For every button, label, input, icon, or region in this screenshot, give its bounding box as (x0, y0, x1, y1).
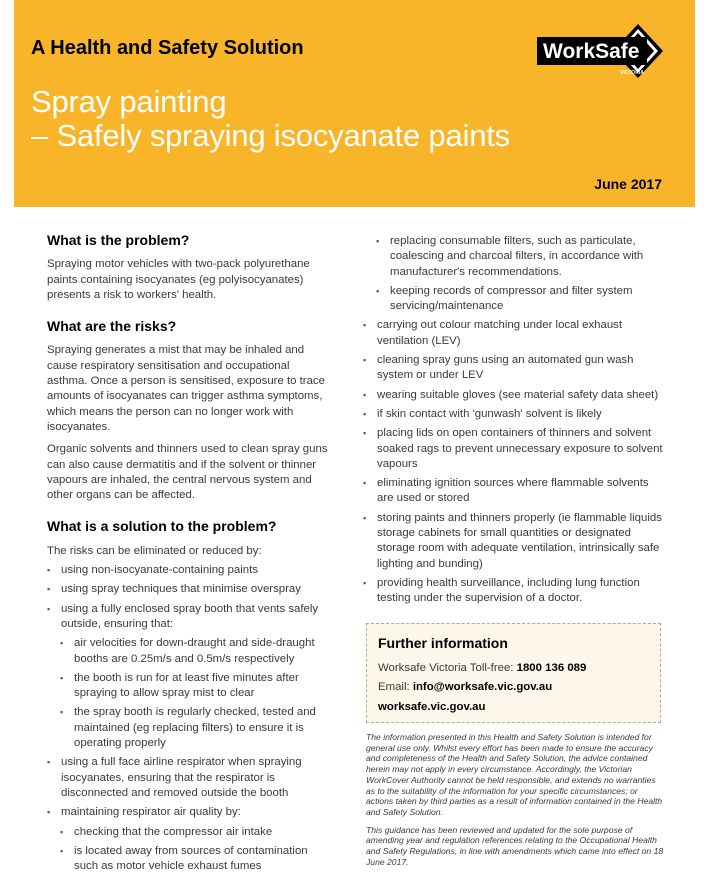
solution-list-left (47, 563, 332, 874)
disclaimer-paragraph-2: This guidance has been reviewed and updated for the sole purpose of amending year and regulation references relating to the Occupational Health and Safety Regulations, in line with amendments which came into effect on 18 June 2017. (366, 824, 664, 867)
left-item: ▪ maintaining respirator air quality by: (47, 805, 332, 820)
right-column (363, 234, 663, 611)
problem-heading: What is the problem? (47, 232, 190, 248)
problem-text: Spraying motor vehicles with two-pack polyurethane paints containing isocyanates (eg polyisocyanates) presents a risk to workers' health. (47, 258, 310, 301)
title-line-2: – Safely spraying isocyanate paints (31, 118, 510, 153)
solution-list-right (363, 234, 663, 607)
further-info-box (366, 623, 661, 723)
left-item: ▪ using a fully enclosed spray booth that vents safely outside, ensuring that: (47, 602, 332, 633)
right-item: ▪ cleaning spray guns using an automated gun wash system or under LEV (363, 353, 663, 384)
disclaimer (366, 732, 666, 874)
right-item: ▪ providing health surveillance, including lung function testing under the supervision of a doctor. (363, 576, 663, 607)
email-link[interactable]: info@worksafe.vic.gov.au (412, 681, 553, 693)
risks-paragraph-1: Spraying generates a mist that may be inhaled and cause respiratory sensitisation and occupational asthma. Once a person is sensitised, exposure to trace amounts of isocyanates can trigger asthma symptoms, which means the person can no longer work with isocyanates. (47, 344, 325, 433)
worksafe-logo (535, 22, 665, 80)
left-item: ▪ using spray techniques that minimise overspray (47, 582, 332, 597)
page-title (31, 85, 510, 153)
right-item: ▪ replacing consumable filters, such as particulate, coalescing and charcoal filters, in accordance with manufacturer's recommendations. (363, 234, 663, 280)
left-column (47, 233, 332, 878)
right-item: ▪ if skin contact with 'gunwash' solvent is likely (363, 407, 663, 422)
right-item: ▪ placing lids on open containers of thinners and solvent soaked rags to prevent unnecessary exposure to solvent vapours (363, 426, 663, 472)
website-row (378, 701, 485, 713)
phone-number[interactable]: 1800 136 089 (516, 662, 587, 674)
email-row (378, 681, 552, 693)
left-item: ▪ the spray booth is regularly checked, tested and maintained (eg replacing filters) to ensure it is operating properly (47, 705, 332, 751)
website-link[interactable]: worksafe.vic.gov.au (378, 701, 486, 713)
title-line-1: Spray painting (31, 84, 227, 119)
solution-intro: The risks can be eliminated or reduced by: (47, 544, 262, 557)
logo-subtext: VICTORIA (620, 70, 644, 76)
left-item: ▪ checking that the compressor air intake (47, 825, 332, 840)
phone-row (378, 662, 586, 674)
right-item: ▪ wearing suitable gloves (see material safety data sheet) (363, 388, 663, 403)
logo-wordmark: WorkSafe (543, 40, 640, 63)
risks-paragraph-2: Organic solvents and thinners used to clean spray guns can also cause dermatitis and if the solvent or thinner vapours are inhaled, the central nervous system and other organs can be affected. (47, 443, 328, 502)
right-item: ▪ storing paints and thinners properly (ie flammable liquids storage cabinets for small quantities or designated storage room with adequate ventilation, intrinsically safe lighting and bunding) (363, 511, 663, 572)
left-item: ▪ using non-isocyanate-containing paints (47, 563, 332, 578)
right-item: ▪ carrying out colour matching under local exhaust ventilation (LEV) (363, 318, 663, 349)
solution-heading: What is a solution to the problem? (47, 518, 277, 535)
header-banner (14, 0, 695, 207)
left-item: ▪ is located away from sources of contamination such as motor vehicle exhaust fumes (47, 844, 332, 875)
further-info-heading: Further information (378, 635, 508, 651)
risks-heading: What are the risks? (47, 318, 177, 335)
left-item: ▪ air velocities for down-draught and side-draught booths are 0.25m/s and 0.5m/s respectively (47, 636, 332, 667)
right-item: ▪ eliminating ignition sources where flammable solvents are used or stored (363, 476, 663, 507)
publication-date: June 2017 (594, 176, 662, 192)
right-item: ▪ keeping records of compressor and filter system servicing/maintenance (363, 284, 663, 315)
disclaimer-paragraph-1: The information presented in this Health and Safety Solution is intended for general use only. Whilst every effort has been made to ensure the accuracy and completeness of the Health and Safety Solution, the advice contained herein may not apply in every circumstance. Accordingly, the Victorian WorkCover Authority cannot be held responsible, and extends no warranties as to the suitability of the information for your specific circumstances; or actions taken by third parties as a result of information contained in the Health and Safety Solution. (366, 732, 663, 817)
left-item: ▪ the booth is run for at least five minutes after spraying to allow spray mist to clear (47, 671, 332, 702)
phone-label: Worksafe Victoria Toll-free: (378, 662, 517, 674)
left-item: ▪ using a full face airline respirator when spraying isocyanates, ensuring that the respirator is disconnected and removed outside the booth (47, 755, 332, 801)
series-title: A Health and Safety Solution (31, 37, 304, 59)
email-label: Email: (378, 681, 413, 693)
